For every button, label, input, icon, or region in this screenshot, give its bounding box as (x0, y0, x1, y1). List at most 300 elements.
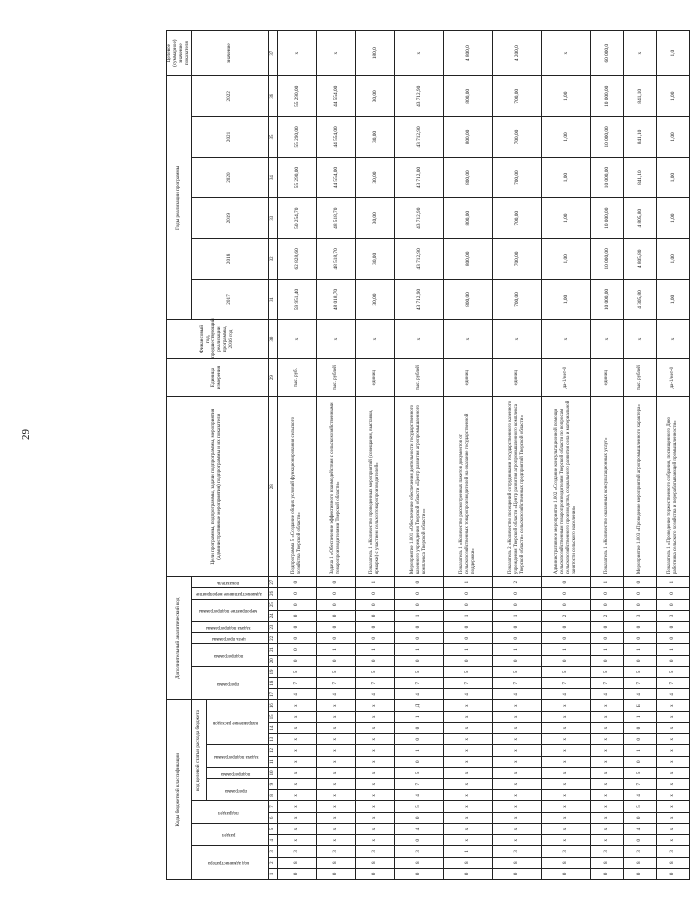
column-index: 24 (268, 610, 277, 621)
code-cell: 0 (277, 621, 316, 632)
row-year-value: 1,00 (541, 279, 590, 320)
row-year-value: 43 712,90 (394, 239, 443, 280)
code-cell: x (590, 812, 623, 823)
row-target: x (541, 31, 590, 76)
row-unit: тыс. руб. (277, 358, 316, 397)
code-cell: x (590, 734, 623, 745)
program-indicators-table (166, 30, 690, 880)
code-cell: 7 (656, 678, 689, 689)
row-target: 4 200,0 (492, 31, 541, 76)
code-cell: 8 (623, 857, 656, 868)
column-index: 31 (268, 279, 277, 320)
header-section: раздел (191, 823, 268, 845)
code-cell: x (277, 835, 316, 846)
code-cell: 0 (541, 655, 590, 666)
column-index: 16 (268, 700, 277, 711)
code-cell: 4 (394, 823, 443, 834)
code-cell: 0 (277, 655, 316, 666)
code-cell: 1 (443, 577, 492, 588)
table-row (492, 31, 541, 880)
code-cell: x (590, 835, 623, 846)
code-cell: x (541, 722, 590, 733)
header-goal: Цели программы, подпрограммы, задачи подпрограммы, мероприятия (административные мероприятия) подпрограммы и их показатели (167, 397, 269, 577)
table-row (316, 31, 355, 880)
code-cell: x (316, 801, 355, 812)
code-cell: x (590, 711, 623, 722)
code-cell: x (541, 823, 590, 834)
code-cell: 0 (656, 599, 689, 610)
code-cell: x (590, 767, 623, 778)
code-cell: x (316, 812, 355, 823)
code-cell: 0 (443, 655, 492, 666)
header-years: Годы реализации программы (167, 76, 192, 320)
code-cell: 5 (623, 666, 656, 677)
column-index: 4 (268, 835, 277, 846)
code-cell: 8 (394, 857, 443, 868)
column-index: 22 (268, 633, 277, 644)
row-year-value: 1,00 (541, 76, 590, 117)
row-year-value: 1,00 (656, 239, 689, 280)
column-index: 2 (268, 857, 277, 868)
code-cell: 0 (277, 599, 316, 610)
code-cell: 0 (623, 599, 656, 610)
code-cell: x (656, 835, 689, 846)
code-cell: x (355, 745, 394, 756)
code-cell: x (590, 801, 623, 812)
code-cell: x (316, 734, 355, 745)
row-year-value: 800,00 (443, 279, 492, 320)
row-unit: единиц (590, 358, 623, 397)
row-fin-year: x (656, 320, 689, 359)
row-year-value: 1,00 (656, 157, 689, 198)
header-kcsr-program: программа (206, 779, 268, 801)
code-cell: 0 (541, 588, 590, 599)
code-cell: 3 (355, 846, 394, 857)
code-cell: x (492, 779, 541, 790)
code-cell: Б (623, 700, 656, 711)
column-index: 29 (268, 358, 277, 397)
code-cell: 5 (590, 666, 623, 677)
code-cell: x (656, 801, 689, 812)
row-year-value: 43 712,90 (394, 117, 443, 158)
row-year-value: 700,00 (492, 239, 541, 280)
code-cell: 4 (541, 689, 590, 700)
code-cell: 0 (443, 588, 492, 599)
code-cell: x (443, 767, 492, 778)
code-cell: x (316, 756, 355, 767)
code-cell: 0 (277, 644, 316, 655)
row-fin-year: x (590, 320, 623, 359)
code-cell: 0 (316, 577, 355, 588)
code-cell: 3 (656, 610, 689, 621)
code-cell: x (355, 835, 394, 846)
code-cell: x (443, 734, 492, 745)
code-cell: 4 (623, 689, 656, 700)
code-cell: x (355, 756, 394, 767)
page-number: 29 (20, 429, 32, 440)
code-cell: 0 (316, 588, 355, 599)
column-index: 37 (268, 31, 277, 76)
row-unit: тыс. рублей (394, 358, 443, 397)
code-cell: 0 (394, 588, 443, 599)
code-cell: x (492, 801, 541, 812)
code-cell: x (316, 700, 355, 711)
code-cell: 0 (492, 588, 541, 599)
code-cell: 0 (443, 868, 492, 879)
code-cell: 4 (443, 689, 492, 700)
row-year-value: 55 290,00 (277, 76, 316, 117)
row-year-value: 43 712,00 (394, 157, 443, 198)
code-cell: 7 (492, 678, 541, 689)
code-cell: 1 (623, 711, 656, 722)
header-kcsr-task: задача подпрограммы (206, 745, 268, 767)
row-year-value: 55 290,00 (277, 157, 316, 198)
row-year-value: 4 305,80 (623, 279, 656, 320)
code-cell: x (443, 756, 492, 767)
column-index: 21 (268, 644, 277, 655)
code-cell: 5 (623, 801, 656, 812)
code-cell: x (277, 767, 316, 778)
column-index: 27 (268, 577, 277, 588)
code-cell: 8 (656, 857, 689, 868)
row-year-value: 50 254,70 (277, 198, 316, 239)
row-year-value: 30,00 (355, 279, 394, 320)
row-name: Показатель 1 «Проведение торжественного собрания, посвященного Дню работника сельского хозяйства и перерабатывающей промышленности» (656, 397, 689, 577)
code-cell: 7 (590, 678, 623, 689)
row-year-value: 4 805,80 (623, 198, 656, 239)
code-cell: 4 (623, 790, 656, 801)
row-year-value: 10 000,00 (590, 279, 623, 320)
code-cell: x (277, 790, 316, 801)
code-cell: x (590, 722, 623, 733)
code-cell: x (277, 734, 316, 745)
header-extra-indicator: показатель (191, 577, 268, 588)
code-cell: 7 (355, 678, 394, 689)
header-subsection: подраздел (191, 801, 268, 823)
row-fin-year: x (355, 320, 394, 359)
column-index: 30 (268, 320, 277, 359)
header-kcsr-direction: направление расходов (206, 700, 268, 745)
code-cell: 4 (656, 689, 689, 700)
code-cell: 0 (355, 610, 394, 621)
code-cell: 0 (394, 599, 443, 610)
row-unit: единиц (492, 358, 541, 397)
row-name: Показатель 1 «Количество оказанных консультационных услуг» (590, 397, 623, 577)
row-year-value: 10 000,00 (590, 157, 623, 198)
code-cell: 0 (541, 599, 590, 610)
code-cell: x (656, 756, 689, 767)
row-year-value: 800,00 (443, 117, 492, 158)
code-cell: x (590, 745, 623, 756)
table-row (656, 31, 689, 880)
row-name: Задача 1 «Обеспечение эффективного взаимодействия с сельскохозяйственными товаропроизводителями Тверской области» (316, 397, 355, 577)
header-year-2021: 2021 (191, 117, 268, 158)
code-cell: 0 (355, 599, 394, 610)
row-year-value: 48 018,70 (316, 279, 355, 320)
code-cell: 0 (394, 756, 443, 767)
code-cell: 1 (394, 644, 443, 655)
code-cell: x (541, 790, 590, 801)
row-year-value: 30,00 (355, 198, 394, 239)
row-target: 180,0 (355, 31, 394, 76)
column-index: 33 (268, 198, 277, 239)
header-extra-codes: Дополнительный аналитический код (167, 577, 192, 700)
table-row (541, 31, 590, 880)
column-index: 10 (268, 767, 277, 778)
row-year-value: 55 290,00 (277, 117, 316, 158)
code-cell: x (541, 779, 590, 790)
row-year-value: 1,00 (656, 117, 689, 158)
row-year-value: 841,10 (623, 157, 656, 198)
row-year-value: 10 000,00 (590, 239, 623, 280)
code-cell: 5 (394, 666, 443, 677)
row-year-value: 43 712,90 (394, 279, 443, 320)
code-cell: x (492, 711, 541, 722)
code-cell: 7 (277, 678, 316, 689)
row-year-value: 59 951,40 (277, 279, 316, 320)
row-year-value: 1,00 (541, 239, 590, 280)
code-cell: x (541, 767, 590, 778)
column-index: 36 (268, 76, 277, 117)
row-target: x (316, 31, 355, 76)
code-cell: 1 (656, 644, 689, 655)
code-cell: 0 (443, 599, 492, 610)
column-index: 13 (268, 734, 277, 745)
code-cell: 0 (492, 655, 541, 666)
code-cell: 0 (623, 734, 656, 745)
header-extra-activity: мероприятие подпрограммы (191, 599, 268, 621)
row-year-value: 800,00 (443, 239, 492, 280)
table-row (277, 31, 316, 880)
code-cell: 0 (443, 621, 492, 632)
header-target: Целевое (суммарное) значение показателя (167, 31, 192, 76)
code-cell: 0 (623, 756, 656, 767)
column-index: 6 (268, 812, 277, 823)
code-cell: 5 (656, 666, 689, 677)
row-year-value: 30,00 (355, 239, 394, 280)
column-index: 5 (268, 823, 277, 834)
table-row (443, 31, 492, 880)
code-cell: 5 (316, 666, 355, 677)
code-cell: 0 (355, 621, 394, 632)
code-cell: 5 (277, 666, 316, 677)
header-extra-program: программа (191, 666, 268, 700)
column-index: 34 (268, 157, 277, 198)
code-cell: 0 (656, 868, 689, 879)
code-cell: x (541, 801, 590, 812)
column-index: 32 (268, 239, 277, 280)
code-cell: x (277, 700, 316, 711)
code-cell: 0 (656, 633, 689, 644)
code-cell: 1 (492, 644, 541, 655)
code-cell: 0 (590, 621, 623, 632)
code-cell: 0 (623, 633, 656, 644)
code-cell: 0 (355, 588, 394, 599)
code-cell: x (277, 711, 316, 722)
header-kcsr: код целевой статьи расхода бюджета (191, 700, 206, 801)
row-year-value: 800,00 (443, 157, 492, 198)
code-cell: x (492, 812, 541, 823)
code-cell: 4 (316, 689, 355, 700)
code-cell: 0 (541, 868, 590, 879)
code-cell: 5 (355, 666, 394, 677)
code-cell: 0 (590, 868, 623, 879)
row-target: x (277, 31, 316, 76)
code-cell: 0 (623, 577, 656, 588)
code-cell: 0 (443, 633, 492, 644)
code-cell: x (656, 700, 689, 711)
column-index: 1 (268, 868, 277, 879)
header-extra-subprogram: подпрограмма (191, 644, 268, 666)
code-cell: 7 (541, 678, 590, 689)
code-cell: x (443, 711, 492, 722)
header-extra-task: задача подпрограммы (191, 621, 268, 632)
code-cell: 5 (443, 666, 492, 677)
code-cell: x (443, 790, 492, 801)
code-cell: 0 (355, 633, 394, 644)
code-cell: 7 (394, 678, 443, 689)
code-cell: 1 (316, 644, 355, 655)
program-table-sheet (166, 30, 678, 880)
code-cell: 7 (316, 678, 355, 689)
header-year-2017: 2017 (191, 279, 268, 320)
table-body (268, 31, 689, 880)
code-cell: 0 (623, 722, 656, 733)
code-cell: 1 (443, 846, 492, 857)
code-cell: 1 (623, 745, 656, 756)
code-cell: x (443, 835, 492, 846)
code-cell: 0 (656, 655, 689, 666)
code-cell: 0 (394, 722, 443, 733)
column-index: 35 (268, 117, 277, 158)
row-name: Показатель 1 «Количество проведенных мероприятий (совещания, выставки, ярмарки) с участием сельхозтоваропроизводителей» (355, 397, 394, 577)
code-cell: 0 (316, 868, 355, 879)
code-cell: 0 (623, 812, 656, 823)
code-cell: 0 (316, 633, 355, 644)
code-cell: x (443, 745, 492, 756)
code-cell: 4 (394, 689, 443, 700)
code-cell: 0 (541, 577, 590, 588)
header-fin-year: Финансовый год, предшествующий реализации программы, 2016 год (167, 320, 269, 359)
code-cell: x (277, 779, 316, 790)
code-cell: x (541, 835, 590, 846)
code-cell: 0 (394, 655, 443, 666)
row-year-value: 1,00 (541, 198, 590, 239)
row-year-value: 800,00 (443, 76, 492, 117)
row-target: x (394, 31, 443, 76)
code-cell: x (656, 745, 689, 756)
code-cell: x (492, 734, 541, 745)
code-cell: 0 (492, 599, 541, 610)
header-budget-codes: Коды бюджетной классификации (167, 700, 192, 880)
row-year-value: 30,00 (355, 117, 394, 158)
code-cell: 3 (590, 846, 623, 857)
row-year-value: 10 000,00 (590, 76, 623, 117)
row-year-value: 1,00 (656, 279, 689, 320)
row-year-value: 800,00 (443, 198, 492, 239)
code-cell: 8 (541, 857, 590, 868)
code-cell: 3 (316, 846, 355, 857)
row-year-value: 43 712,90 (394, 198, 443, 239)
code-cell: x (656, 767, 689, 778)
code-cell: x (277, 812, 316, 823)
row-year-value: 1,00 (656, 76, 689, 117)
code-cell: x (316, 790, 355, 801)
code-cell: x (355, 700, 394, 711)
code-cell: x (492, 756, 541, 767)
code-cell: 4 (623, 823, 656, 834)
row-year-value: 1,00 (541, 117, 590, 158)
code-cell: x (492, 700, 541, 711)
header-code-admin: код администратора (191, 846, 268, 880)
row-name: Подпрограмма 5 «Создание общих условий функционирования сельского хозяйства Тверской области» (277, 397, 316, 577)
column-index: 23 (268, 621, 277, 632)
row-unit: тыс. рублей (623, 358, 656, 397)
code-cell: 0 (394, 577, 443, 588)
row-year-value: 44 554,00 (316, 76, 355, 117)
row-year-value: 10 000,00 (590, 198, 623, 239)
code-cell: 0 (394, 621, 443, 632)
code-cell: 1 (355, 644, 394, 655)
code-cell: x (316, 835, 355, 846)
code-cell: x (656, 812, 689, 823)
code-cell: 5 (623, 767, 656, 778)
row-year-value: 30,00 (355, 76, 394, 117)
code-cell: 0 (590, 655, 623, 666)
code-cell: x (277, 745, 316, 756)
row-fin-year: x (277, 320, 316, 359)
code-cell: 8 (316, 857, 355, 868)
row-fin-year: x (443, 320, 492, 359)
row-year-value: 700,00 (492, 117, 541, 158)
column-index: 3 (268, 846, 277, 857)
code-cell: 1 (541, 644, 590, 655)
row-year-value: 44 554,00 (316, 157, 355, 198)
code-cell: x (316, 745, 355, 756)
code-cell: 2 (492, 577, 541, 588)
column-index: 18 (268, 678, 277, 689)
code-cell: 1 (394, 711, 443, 722)
row-unit: единиц (443, 358, 492, 397)
code-cell: x (355, 767, 394, 778)
code-cell: Д (394, 700, 443, 711)
code-cell: 0 (316, 610, 355, 621)
code-cell: x (443, 823, 492, 834)
code-cell: 1 (355, 577, 394, 588)
code-cell: 0 (394, 734, 443, 745)
code-cell: x (355, 801, 394, 812)
code-cell: 3 (492, 846, 541, 857)
column-index: 11 (268, 756, 277, 767)
code-cell: x (656, 779, 689, 790)
row-year-value: 48 518,70 (316, 198, 355, 239)
code-cell: x (443, 779, 492, 790)
row-target: 1,0 (656, 31, 689, 76)
code-cell: x (355, 734, 394, 745)
code-cell: 3 (623, 846, 656, 857)
code-cell: 0 (623, 835, 656, 846)
code-cell: x (277, 722, 316, 733)
code-cell: x (492, 835, 541, 846)
row-target: 4 800,0 (443, 31, 492, 76)
code-cell: x (541, 756, 590, 767)
code-cell: x (656, 722, 689, 733)
code-cell: x (492, 790, 541, 801)
code-cell: x (277, 801, 316, 812)
code-cell: x (492, 722, 541, 733)
code-cell: 1 (443, 610, 492, 621)
code-cell: x (590, 790, 623, 801)
